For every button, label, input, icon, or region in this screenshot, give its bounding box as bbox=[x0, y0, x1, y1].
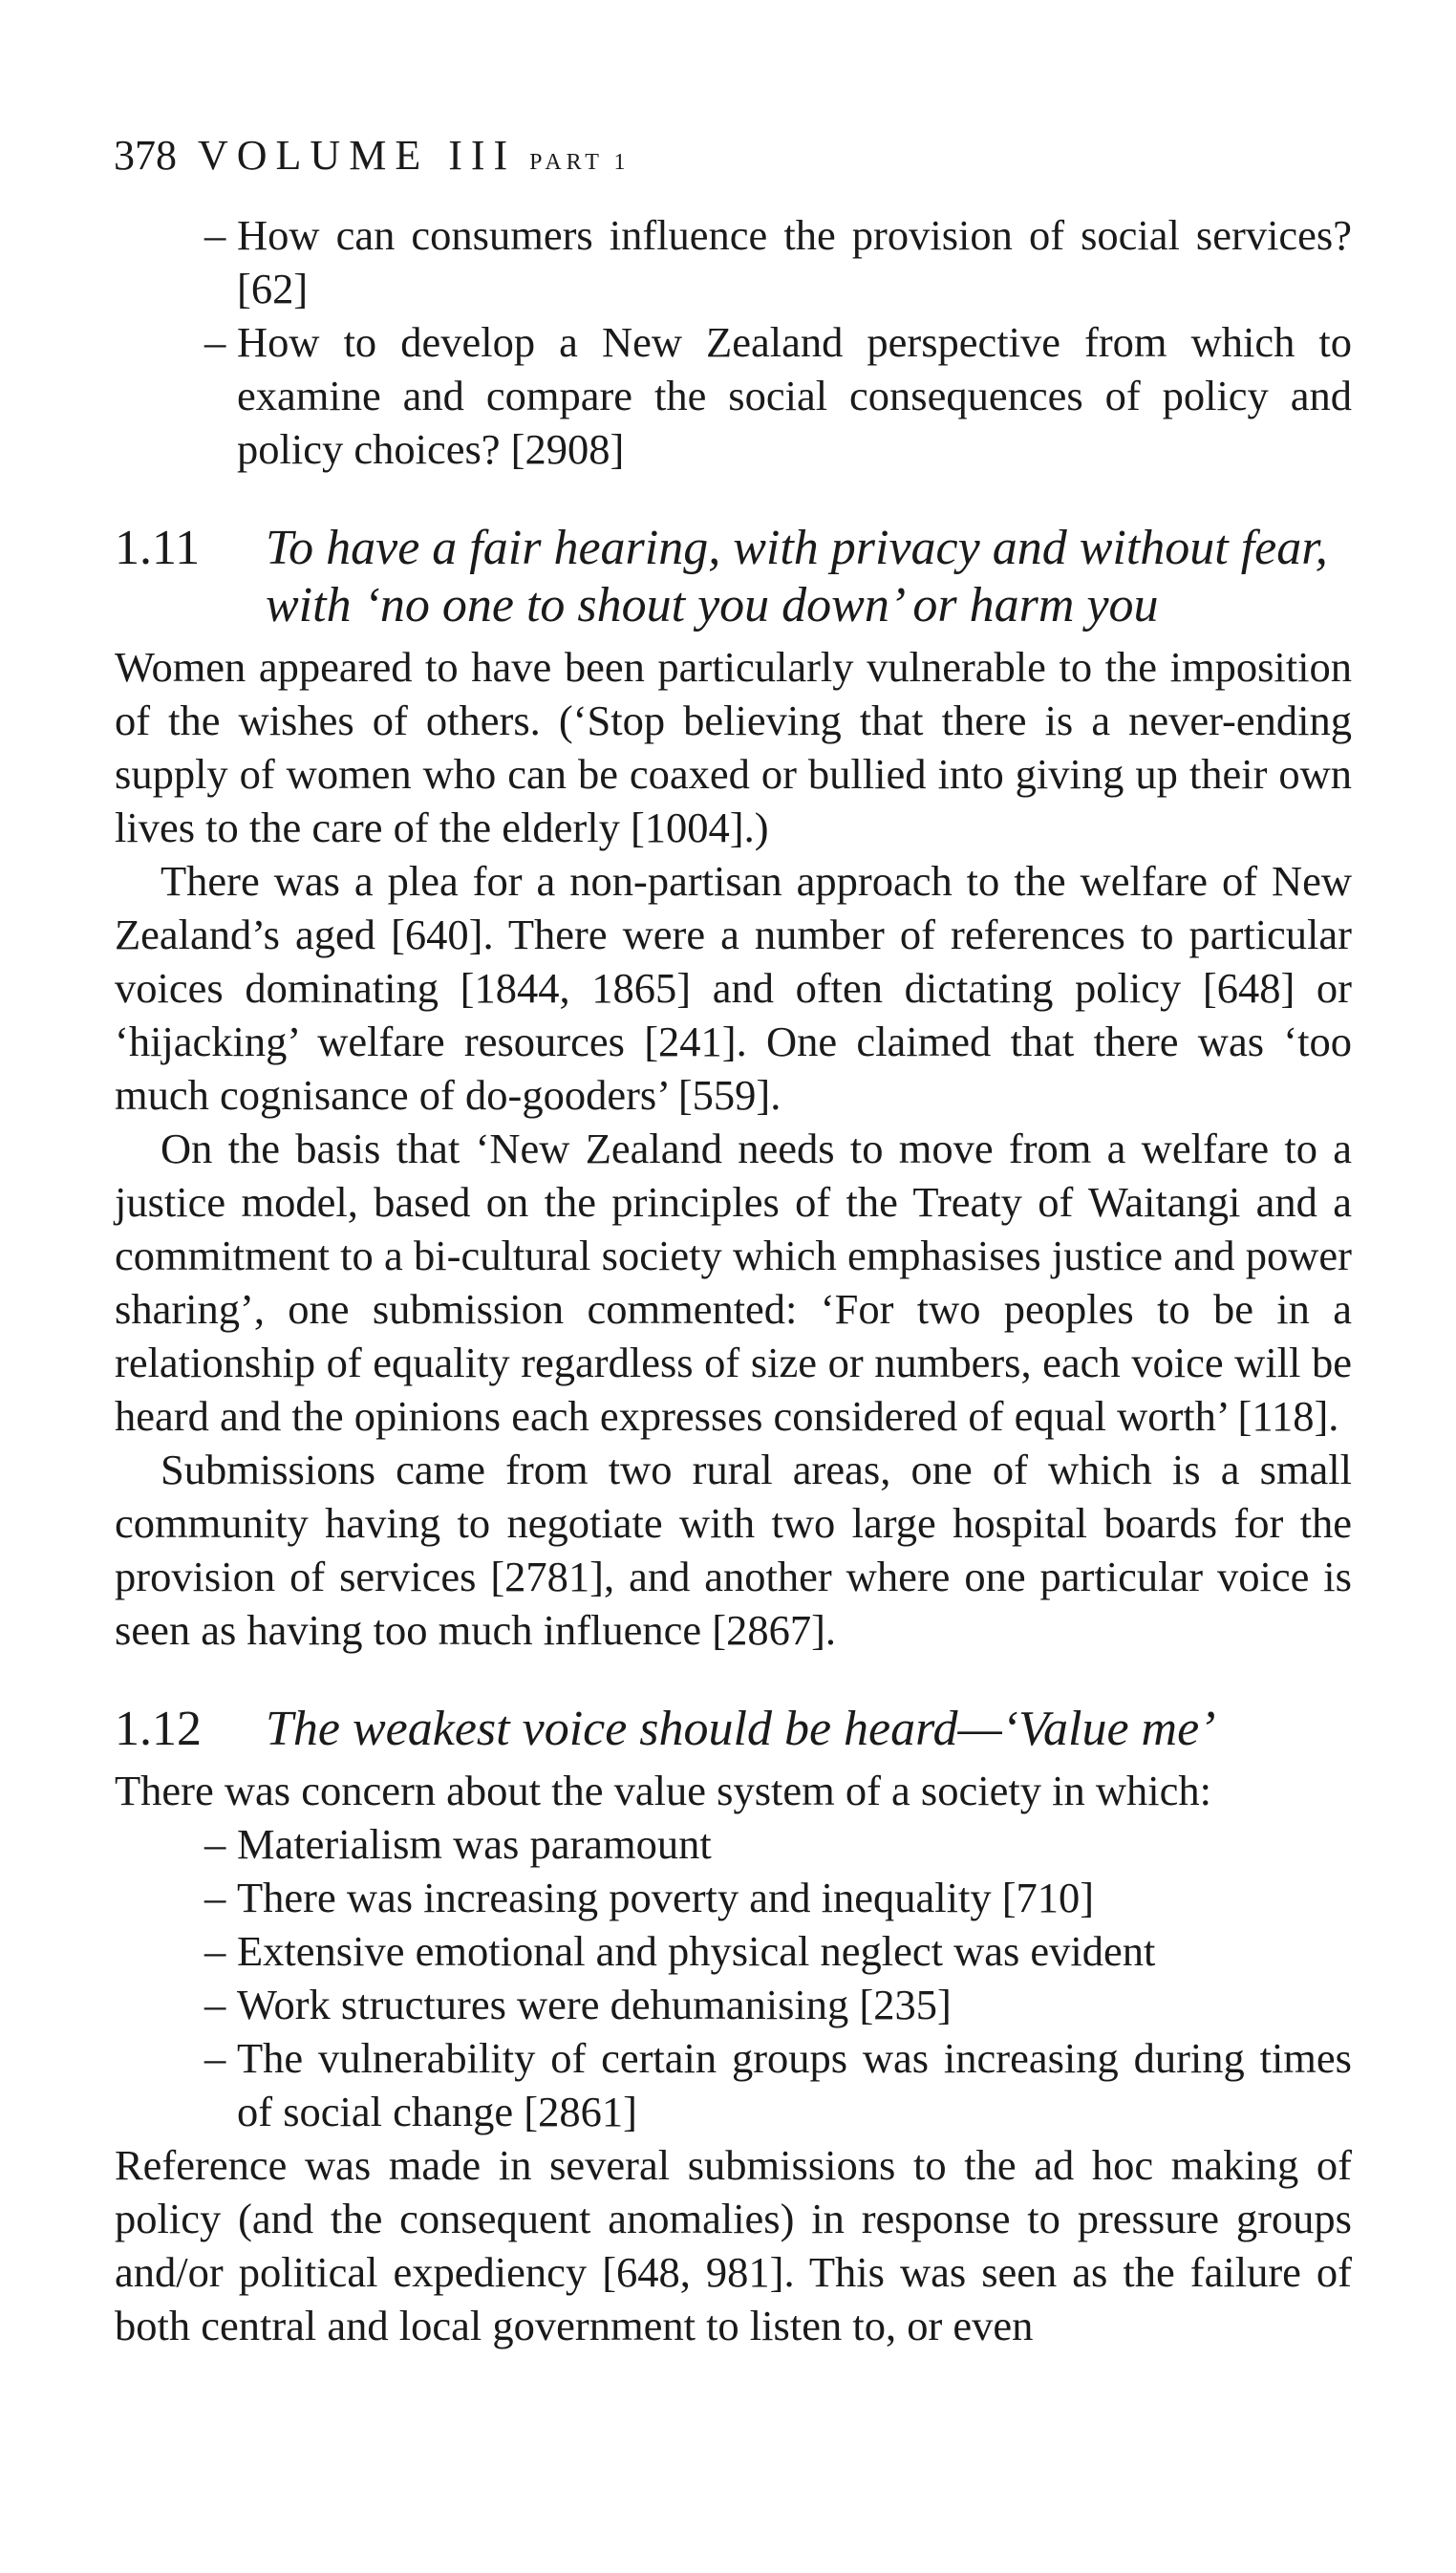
paragraph: Submissions came from two rural areas, one of which is a small community having to negotiate with two large hospital boards for the provision of services [2781], and another where one particular voice is seen as having too much influence [2867]. bbox=[115, 1446, 1352, 1654]
part-label: PART 1 bbox=[529, 150, 631, 175]
paragraph: There was concern about the value system of a society in which: bbox=[115, 1767, 1211, 1814]
section-heading-1-11 bbox=[115, 520, 1352, 634]
list-item: – Materialism was paramount bbox=[204, 1820, 712, 1868]
section-heading-1-12 bbox=[115, 1701, 1352, 1758]
section-title: The weakest voice should be heard—‘Value me’ bbox=[266, 1702, 1216, 1756]
intro-list bbox=[115, 208, 1352, 476]
list-item: – Extensive emotional and physical neglect was evident bbox=[204, 1927, 1156, 1975]
list-item: – How to develop a New Zealand perspective from which to examine and compare the social consequences of policy and policy choices? [2908] bbox=[204, 318, 1352, 473]
list-item: – How can consumers influence the provision of social services? [62] bbox=[204, 211, 1352, 312]
page-number: 378 bbox=[114, 132, 177, 179]
volume-label: VOLUME III bbox=[198, 132, 517, 179]
list-item: – There was increasing poverty and inequality [710] bbox=[204, 1874, 1095, 1921]
value-system-list bbox=[115, 1817, 1352, 2138]
section-title: To have a fair hearing, with privacy and without fear, with ‘no one to shout you down’ or harm you bbox=[266, 521, 1328, 633]
section-number: 1.12 bbox=[115, 1702, 202, 1756]
section-number: 1.11 bbox=[115, 521, 201, 575]
body-text bbox=[115, 208, 1352, 2352]
paragraph: Reference was made in several submissions to the ad hoc making of policy (and the consequent anomalies) in response to pressure groups and/or political expediency [648, 981]. This was seen as the failure of both central and local government to listen to, or even bbox=[115, 2141, 1352, 2349]
running-head bbox=[114, 132, 630, 186]
list-item: – Work structures were dehumanising [235] bbox=[204, 1981, 952, 2028]
paragraph: Women appeared to have been particularly vulnerable to the imposition of the wishes of others. (‘Stop believing that there is a never-ending supply of women who can be coaxed or bullied into giving up their own lives to the care of the elderly [1004].) bbox=[115, 643, 1352, 851]
paragraph: There was a plea for a non-partisan approach to the welfare of New Zealand’s aged [640]. There were a number of references to particular voices dominating [1844, 1865] and often dictating policy [648] or ‘hijacking’ welfare resources [241]. One claimed that there was ‘too much cognisance of do-gooders’ [559]. bbox=[115, 857, 1352, 1119]
list-item: – The vulnerability of certain groups was increasing during times of social change [2861] bbox=[204, 2034, 1352, 2135]
paragraph: On the basis that ‘New Zealand needs to move from a welfare to a justice model, based on the principles of the Treaty of Waitangi and a commitment to a bi-cultural society which emphasises justice and power sharing’, one submission commented: ‘For two peoples to be in a relationship of equality regardless of size or numbers, each voice will be heard and the opinions each expresses considered of equal worth’ [118]. bbox=[115, 1125, 1352, 1440]
